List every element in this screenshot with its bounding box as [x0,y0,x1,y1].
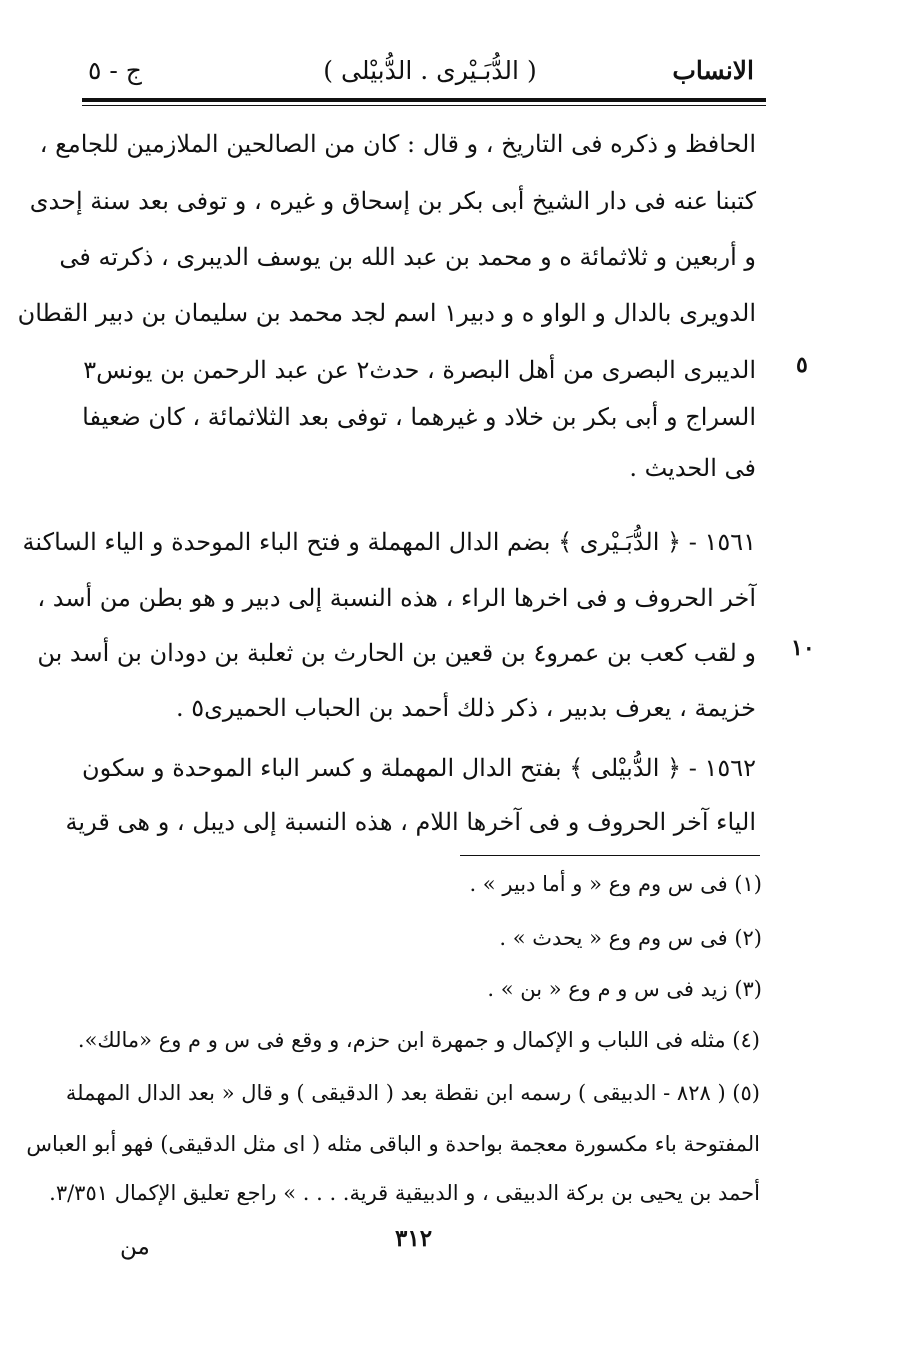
footnote-1: (١) فى س وم وع « و أما دبير » . [469,872,762,896]
body-line-5: الديبرى البصرى من أهل البصرة ، حدث٢ عن عبد الرحمن بن يونس٣ [83,356,756,384]
footnote-3: (٣) زيد فى س و م وع « بن » . [487,977,762,1001]
body-line-4: الدويرى بالدال و الواو ه و دبير١ اسم لجد محمد بن سليمان بن دبير القطان [17,299,756,327]
body-line-11: خزيمة ، يعرف بدبير ، ذكر ذلك أحمد بن الحباب الحميرى٥ . [175,694,756,722]
body-line-3: و أربعين و ثلاثمائة ه و محمد بن عبد الله بن يوسف الديبرى ، ذكرته فى [59,243,756,271]
catchword: من [120,1234,150,1260]
running-head-entries: ( الدُّبَـيْرى . الدُّبيْلى ) [323,56,537,85]
entry-1561-heading-line: ١٥٦١ - ﴿ الدُّبَـيْرى ﴾ بضم الدال المهملة و فتح الباء الموحدة و الياء الساكنة [22,528,756,556]
running-head-book-title: الانساب [672,56,754,85]
body-line-13: الياء آخر الحروف و فى آخرها اللام ، هذه النسبة إلى ديبل ، و هى قرية [65,808,756,836]
body-line-2: كتبنا عنه فى دار الشيخ أبى بكر بن إسحاق و غيره ، و توفى بعد سنة إحدى [29,187,756,215]
footnote-2: (٢) فى س وم وع « يحدث » . [499,926,762,950]
header-rule-thick [82,98,766,102]
body-line-6: السراج و أبى بكر بن خلاد و غيرهما ، توفى بعد الثلاثمائة ، كان ضعيفا [82,403,756,431]
entry-1562-heading-line: ١٥٦٢ - ﴿ الدُّبيْلى ﴾ بفتح الدال المهملة و كسر الباء الموحدة و سكون [82,754,756,782]
body-line-1: الحافظ و ذكره فى التاريخ ، و قال : كان من الصالحين الملازمين للجامع ، [39,130,756,158]
header-rule-thin [82,105,766,106]
footnote-5-line-3: أحمد بن يحيى بن بركة الدبيقى ، و الدبيقية قرية. . . . » راجع تعليق الإكمال ٣/٣٥١. [49,1181,760,1205]
footnote-4: (٤) مثله فى اللباب و الإكمال و جمهرة ابن حزم، و وقع فى س و م وع «مالك». [77,1028,760,1052]
body-line-9: آخر الحروف و فى اخرها الراء ، هذه النسبة إلى دبير و هو بطن من أسد ، [37,584,756,612]
body-line-10: و لقب كعب بن عمرو٤ بن قعين بن الحارث بن ثعلبة بن دودان بن أسد بن [37,639,756,667]
running-head-volume: ج - ٥ [88,56,142,85]
margin-line-number-5: ٥ [796,352,808,378]
page-number: ٣١٢ [395,1225,433,1252]
footnote-separator [460,855,760,856]
body-line-7: فى الحديث . [629,454,756,482]
margin-line-number-10: ١٠ [791,635,815,661]
footnote-5-line-1: (٥) ( ٨٢٨ - الدبيقى ) رسمه ابن نقطة بعد ( الدقيقى ) و قال « بعد الدال المهملة [65,1081,760,1105]
footnote-5-line-2: المفتوحة باء مكسورة معجمة بواحدة و الباقى مثله ( اى مثل الدقيقى) فهو أبو العباس [26,1132,760,1156]
